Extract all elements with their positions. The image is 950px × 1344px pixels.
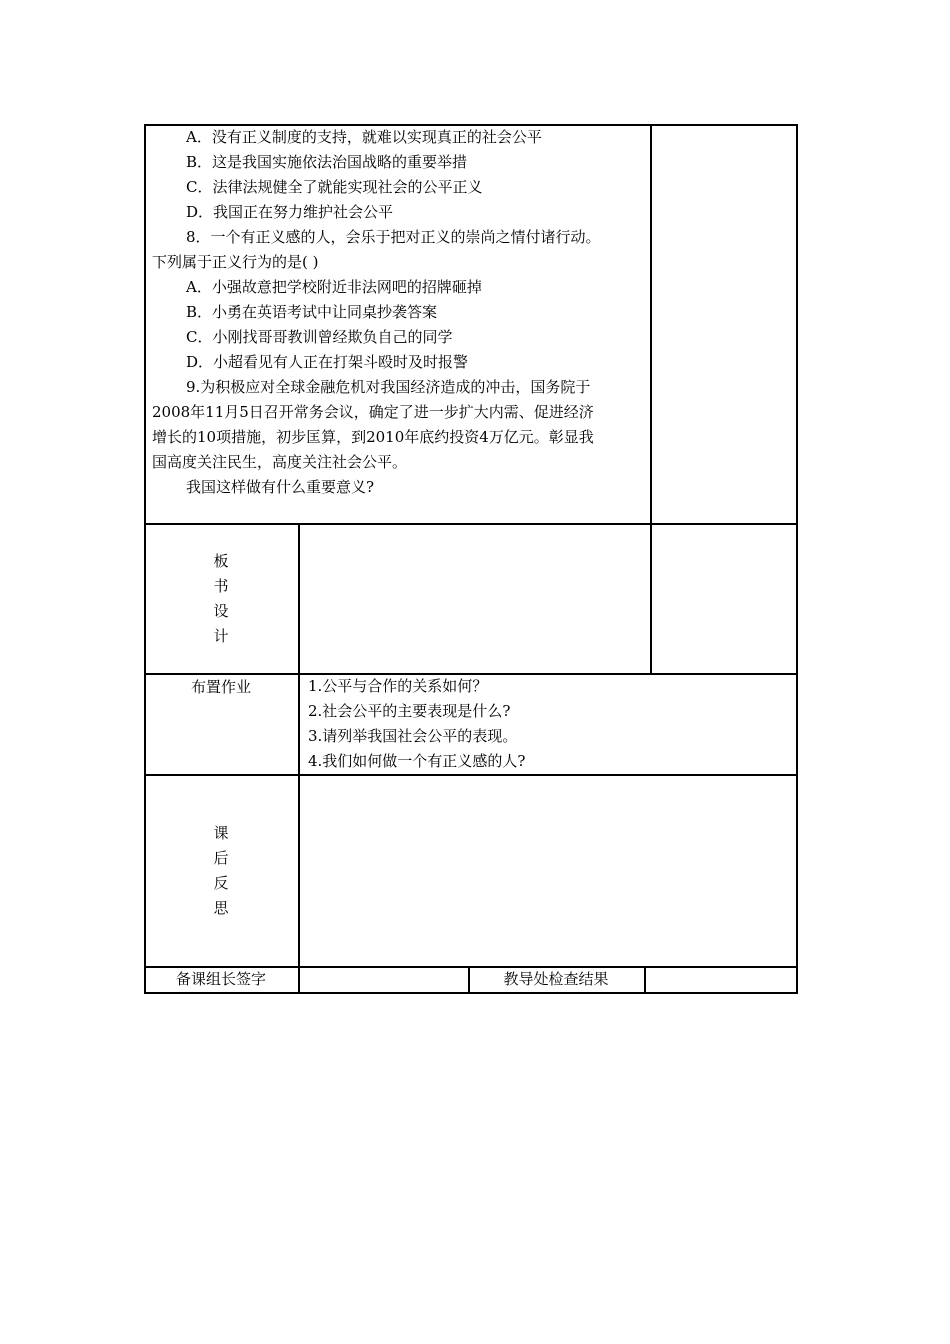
q8-option-b: B．小勇在英语考试中让同桌抄袭答案 (186, 303, 438, 321)
reflection-label-3: 反 (213, 874, 229, 892)
row-divider-reflection (144, 774, 798, 776)
col-divider-footer-right (644, 966, 646, 993)
col-divider-right-upper (650, 124, 652, 674)
q7-option-d: D．我国正在努力维护社会公平 (186, 203, 394, 221)
homework-item-3: 3.请列举我国社会公平的表现。 (308, 727, 518, 745)
q8-option-c: C．小刚找哥哥教训曾经欺负自己的同学 (186, 328, 453, 346)
table-border-bottom (144, 992, 798, 994)
board-design-label-4: 计 (213, 627, 229, 645)
q9-stem-line4: 国高度关注民生，高度关注社会公平。 (152, 453, 408, 471)
q7-option-b: B．这是我国实施依法治国战略的重要举措 (186, 153, 468, 171)
q9-stem-line1: 9.为积极应对全球金融危机对我国经济造成的冲击，国务院于 (186, 378, 591, 396)
col-divider-label-lower (298, 523, 300, 993)
table-border-right (796, 124, 798, 993)
q9-stem-line2: 2008年11月5日召开常务会议，确定了进一步扩大内需、促进经济 (152, 403, 594, 421)
homework-item-1: 1.公平与合作的关系如何？ (308, 677, 488, 695)
reflection-label-1: 课 (213, 824, 229, 842)
reflection-label-2: 后 (213, 849, 229, 867)
reflection-label-4: 思 (213, 899, 229, 917)
row-divider-board (144, 523, 798, 525)
q8-option-d: D．小超看见有人正在打架斗殴时及时报警 (186, 353, 469, 371)
q8-stem-line1: 8．一个有正义感的人，会乐于把对正义的崇尚之情付诸行动。 (186, 228, 601, 246)
homework-item-4: 4.我们如何做一个有正义感的人? (308, 752, 526, 770)
q7-option-a: A．没有正义制度的支持，就难以实现真正的社会公平 (186, 128, 542, 146)
leader-sign-label: 备课组长签字 (175, 970, 266, 988)
table-border-left (144, 124, 146, 993)
q9-stem-line3: 增长的10项措施，初步匡算，到2010年底约投资4万亿元。彰显我 (152, 428, 594, 446)
homework-item-2: 2.社会公平的主要表现是什么? (308, 702, 511, 720)
q7-option-c: C．法律法规健全了就能实现社会的公平正义 (186, 178, 483, 196)
q8-stem-line2: 下列属于正义行为的是( ) (152, 253, 319, 271)
q8-option-a: A．小强故意把学校附近非法网吧的招牌砸掉 (186, 278, 482, 296)
board-design-label-3: 设 (213, 602, 229, 620)
board-design-label-1: 板 (213, 552, 229, 570)
homework-label: 布置作业 (190, 678, 251, 696)
office-check-label: 教导处检查结果 (503, 970, 609, 988)
board-design-label-2: 书 (213, 577, 229, 595)
q9-question: 我国这样做有什么重要意义? (186, 478, 375, 496)
